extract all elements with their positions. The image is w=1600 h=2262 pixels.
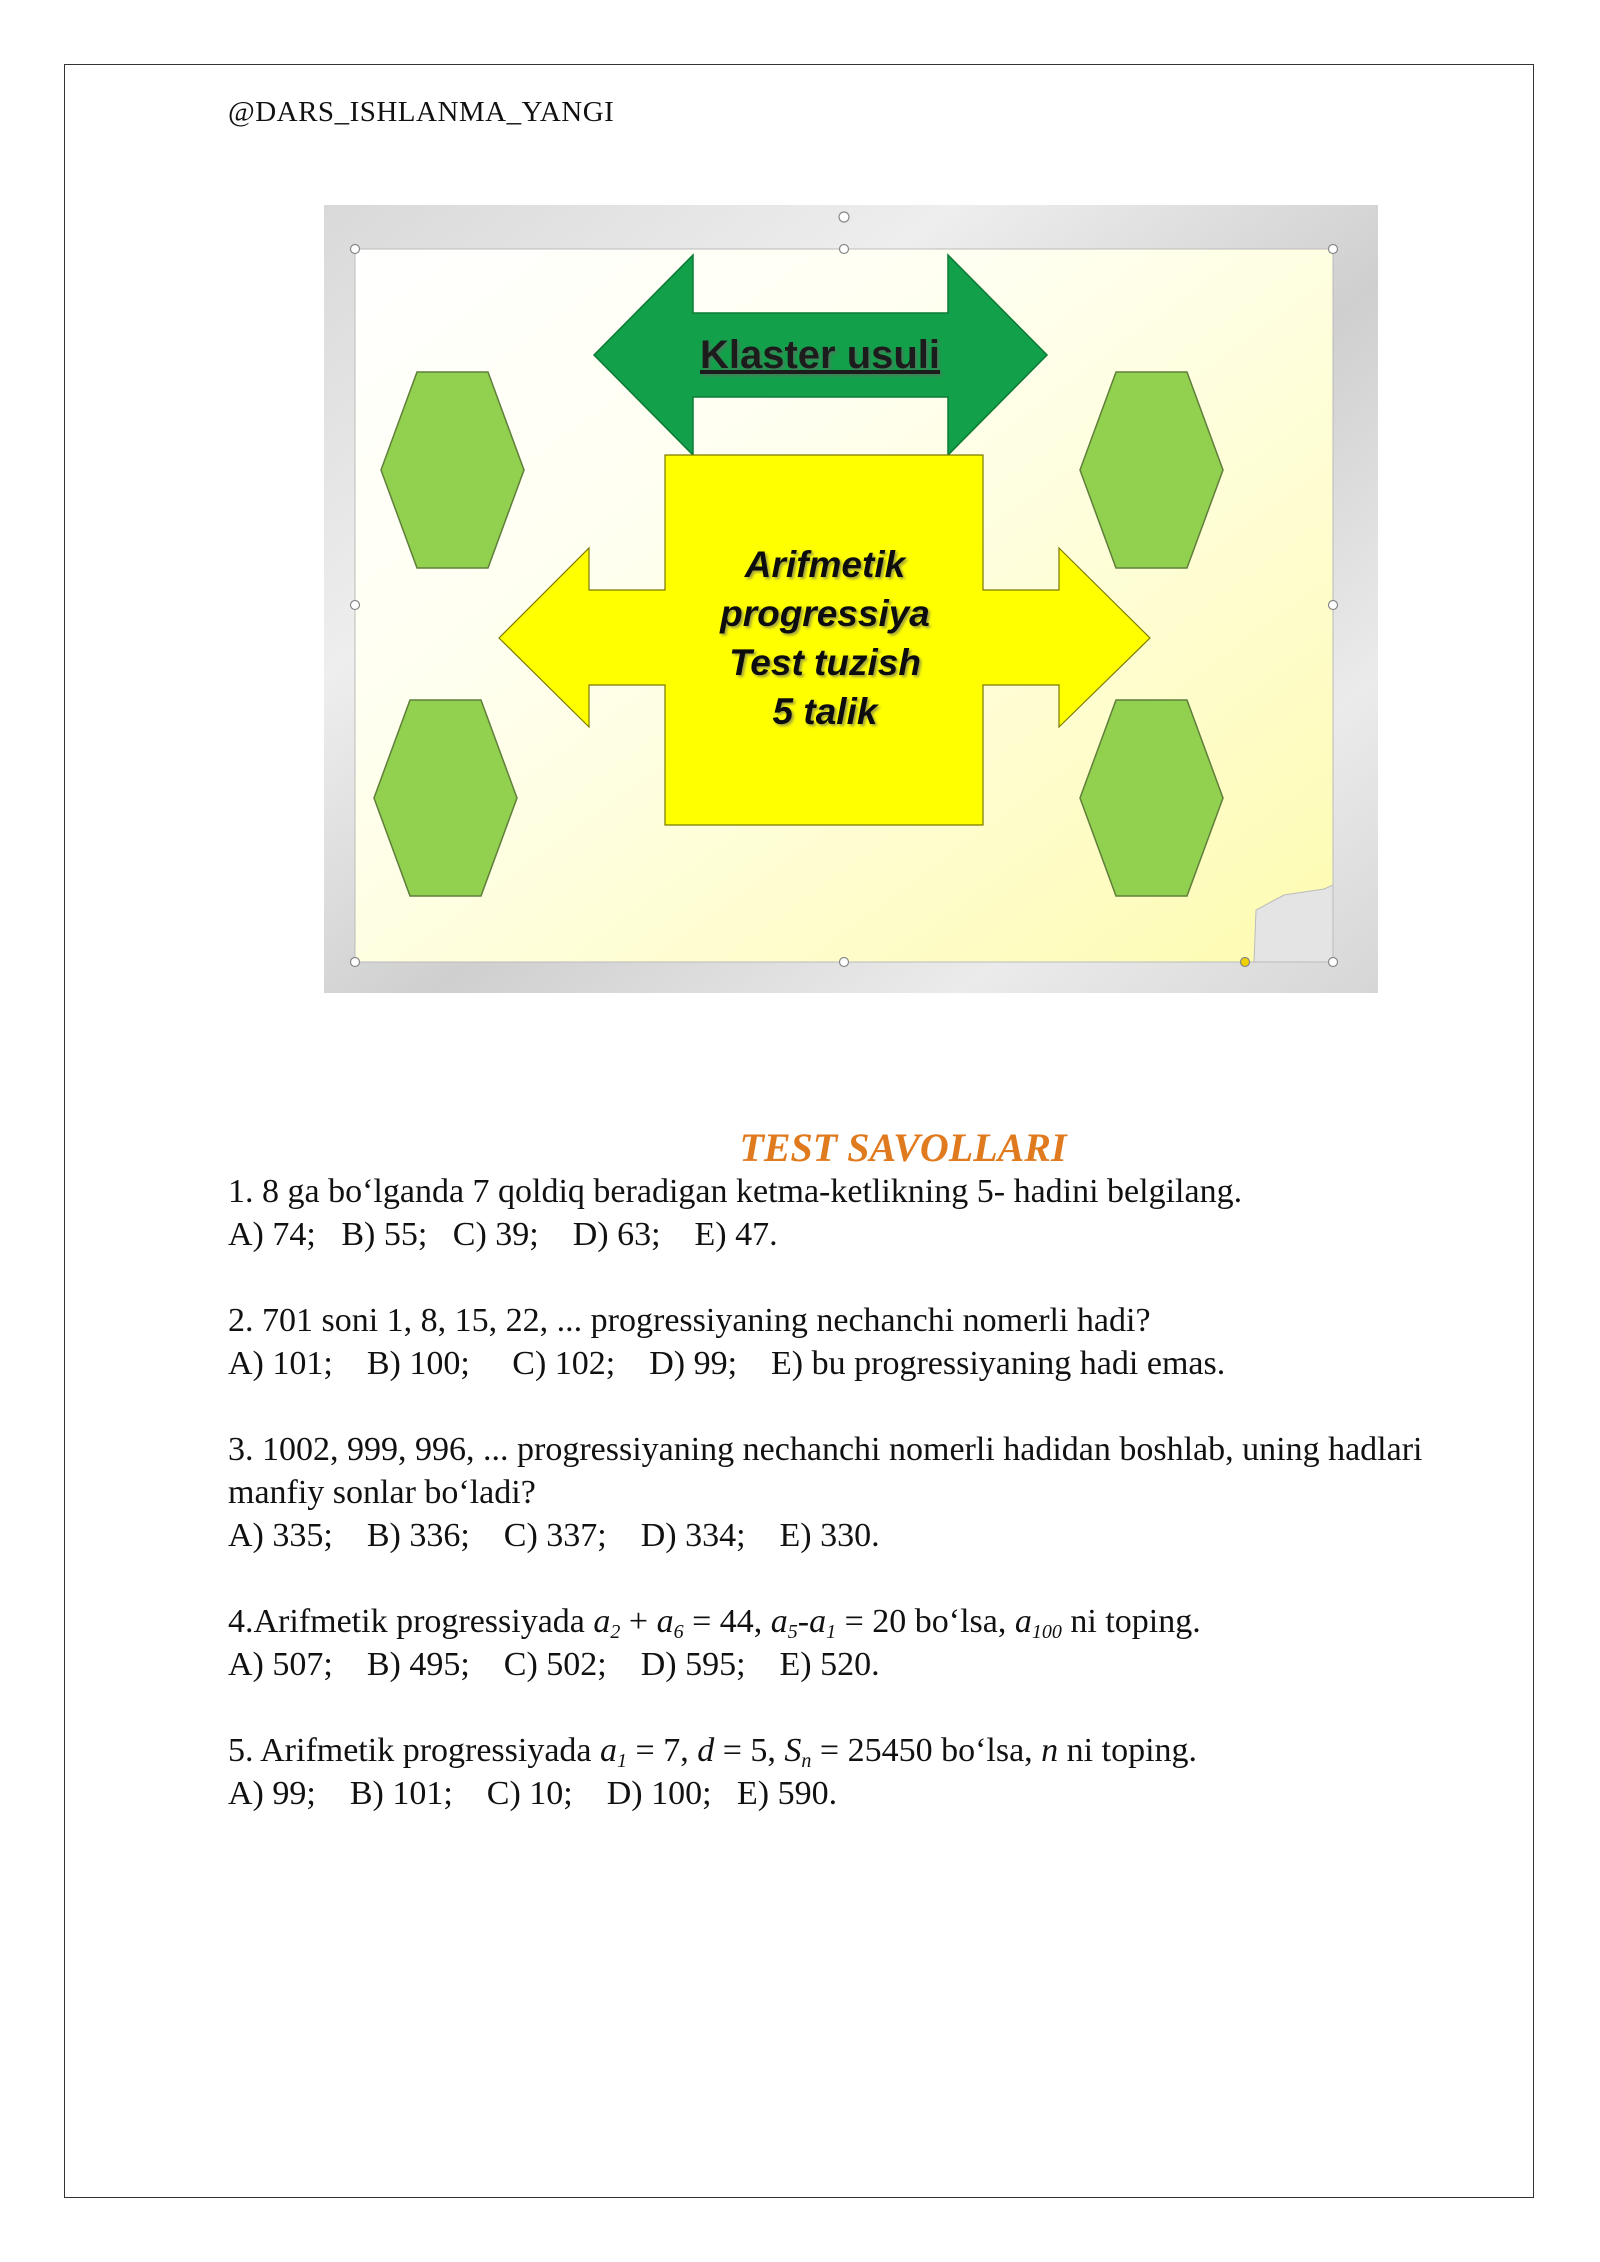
question-4 [228,1600,1468,1686]
question-5-answers: A) 99; B) 101; C) 10; D) 100; E) 590. [228,1775,838,1812]
center-line-2: progressiya [720,593,930,634]
channel-header: @DARS_ISHLANMA_YANGI [228,96,615,128]
question-4-answers: A) 507; B) 495; C) 502; D) 595; E) 520. [228,1646,880,1683]
question-1 [228,1170,1468,1256]
question-3-answers: A) 335; B) 336; C) 337; D) 334; E) 330. [228,1517,880,1554]
question-1-text: 1. 8 ga bo‘lganda 7 qoldiq beradigan ketma-ketlikning 5- hadini belgilang. [228,1173,1243,1210]
question-2-text: 2. 701 soni 1, 8, 15, 22, ... progressiyaning nechanchi nomerli hadi? [228,1302,1151,1339]
center-line-3: Test tuzish [729,642,921,683]
question-2-answers: A) 101; B) 100; C) 102; D) 99; E) bu progressiyaning hadi emas. [228,1345,1226,1382]
question-2 [228,1299,1468,1385]
question-3-text: 3. 1002, 999, 996, ... progressiyaning nechanchi nomerli hadidan boshlab, uning hadlari manfiy sonlar bo‘ladi? [228,1431,1431,1511]
test-title: TEST SAVOLLARI [739,1125,1067,1170]
questions-list [228,1170,1468,1858]
center-line-1: Arifmetik [744,544,906,585]
question-5-text: 5. Arifmetik progressiyada $a_1 = 7$, d = 5, $S_n = 25450$ bo‘lsa, n ni toping. [228,1732,1198,1772]
question-3 [228,1428,1468,1557]
cluster-slide-image [324,205,1378,993]
question-1-answers: A) 74; B) 55; C) 39; D) 63; E) 47. [228,1216,778,1253]
top-arrow-label: Klaster usuli [699,333,941,377]
question-5 [228,1729,1468,1815]
question-4-text: 4.Arifmetik progressiyada $a_2 + a_6 = 44$, $a_5-a_1 = 20$ bo‘lsa, $a_{100}$ ni toping. [228,1603,1201,1643]
center-line-4: 5 talik [772,691,878,732]
